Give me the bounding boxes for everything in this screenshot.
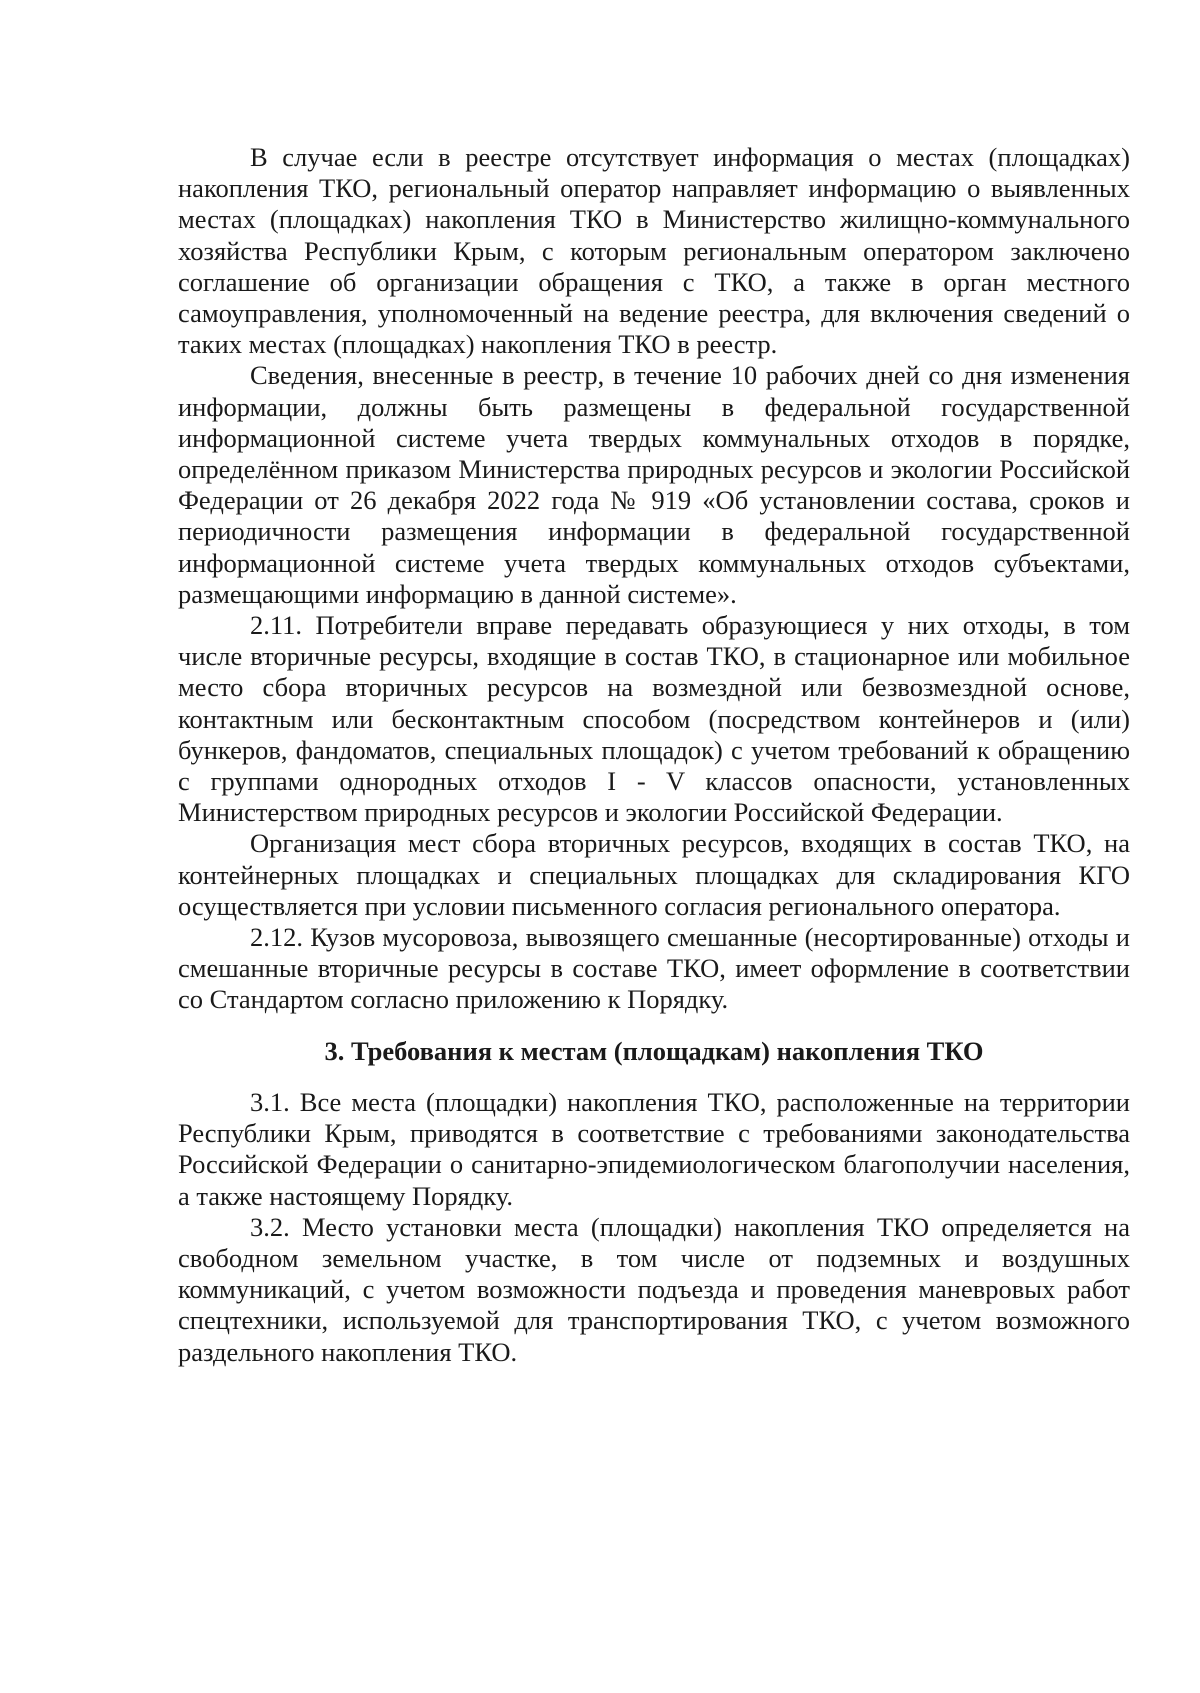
document-body: [178, 142, 1130, 1368]
paragraph-registry-missing-info: В случае если в реестре отсутствует информация о местах (площадках) накопления ТКО, региональный оператор направляет информацию о выявленных местах (площадках) накопления ТКО в Министерство жилищно-коммунального хозяйства Республики Крым, с которым региональным оператором заключено соглашение об организации обращения с ТКО, а также в орган местного самоуправления, уполномоченный на ведение реестра, для включения сведений о таких местах (площадках) накопления ТКО в реестр.: [178, 142, 1130, 360]
paragraph-2-11: 2.11. Потребители вправе передавать образующиеся у них отходы, в том числе вторичные ресурсы, входящие в состав ТКО, в стационарное или мобильное место сбора вторичных ресурсов на возмездной или безвозмездной основе, контактным или бесконтактным способом (посредством контейнеров и (или) бункеров, фандоматов, специальных площадок) с учетом требований к обращению с группами однородных отходов I - V классов опасности, установленных Министерством природных ресурсов и экологии Российской Федерации.: [178, 610, 1130, 828]
paragraph-registry-publication: Сведения, внесенные в реестр, в течение 10 рабочих дней со дня изменения информации, должны быть размещены в федеральной государственной информационной системе учета твердых коммунальных отходов в порядке, определённом приказом Министерства природных ресурсов и экологии Российской Федерации от 26 декабря 2022 года № 919 «Об установлении состава, сроков и периодичности размещения информации в федеральной государственной информационной системе учета твердых коммунальных отходов субъектами, размещающими информацию в данной системе».: [178, 360, 1130, 609]
paragraph-2-12: 2.12. Кузов мусоровоза, вывозящего смешанные (несортированные) отходы и смешанные вторичные ресурсы в составе ТКО, имеет оформление в соответствии со Стандартом согласно приложению к Порядку.: [178, 922, 1130, 1015]
paragraph-3-2: 3.2. Место установки места (площадки) накопления ТКО определяется на свободном земельном участке, в том числе от подземных и воздушных коммуникаций, с учетом возможности подъезда и проведения маневровых работ спецтехники, используемой для транспортирования ТКО, с учетом возможного раздельного накопления ТКО.: [178, 1211, 1130, 1367]
paragraph-collection-points: Организация мест сбора вторичных ресурсов, входящих в состав ТКО, на контейнерных площадках и специальных площадках для складирования КГО осуществляется при условии письменного согласия регионального оператора.: [178, 828, 1130, 921]
section-heading: 3. Требования к местам (площадкам) накопления ТКО: [324, 1035, 984, 1066]
paragraph-3-1: 3.1. Все места (площадки) накопления ТКО, расположенные на территории Республики Крым, приводятся в соответствие с требованиями законодательства Российской Федерации о санитарно-эпидемиологическом благополучии населения, а также настоящему Порядку.: [178, 1086, 1130, 1211]
